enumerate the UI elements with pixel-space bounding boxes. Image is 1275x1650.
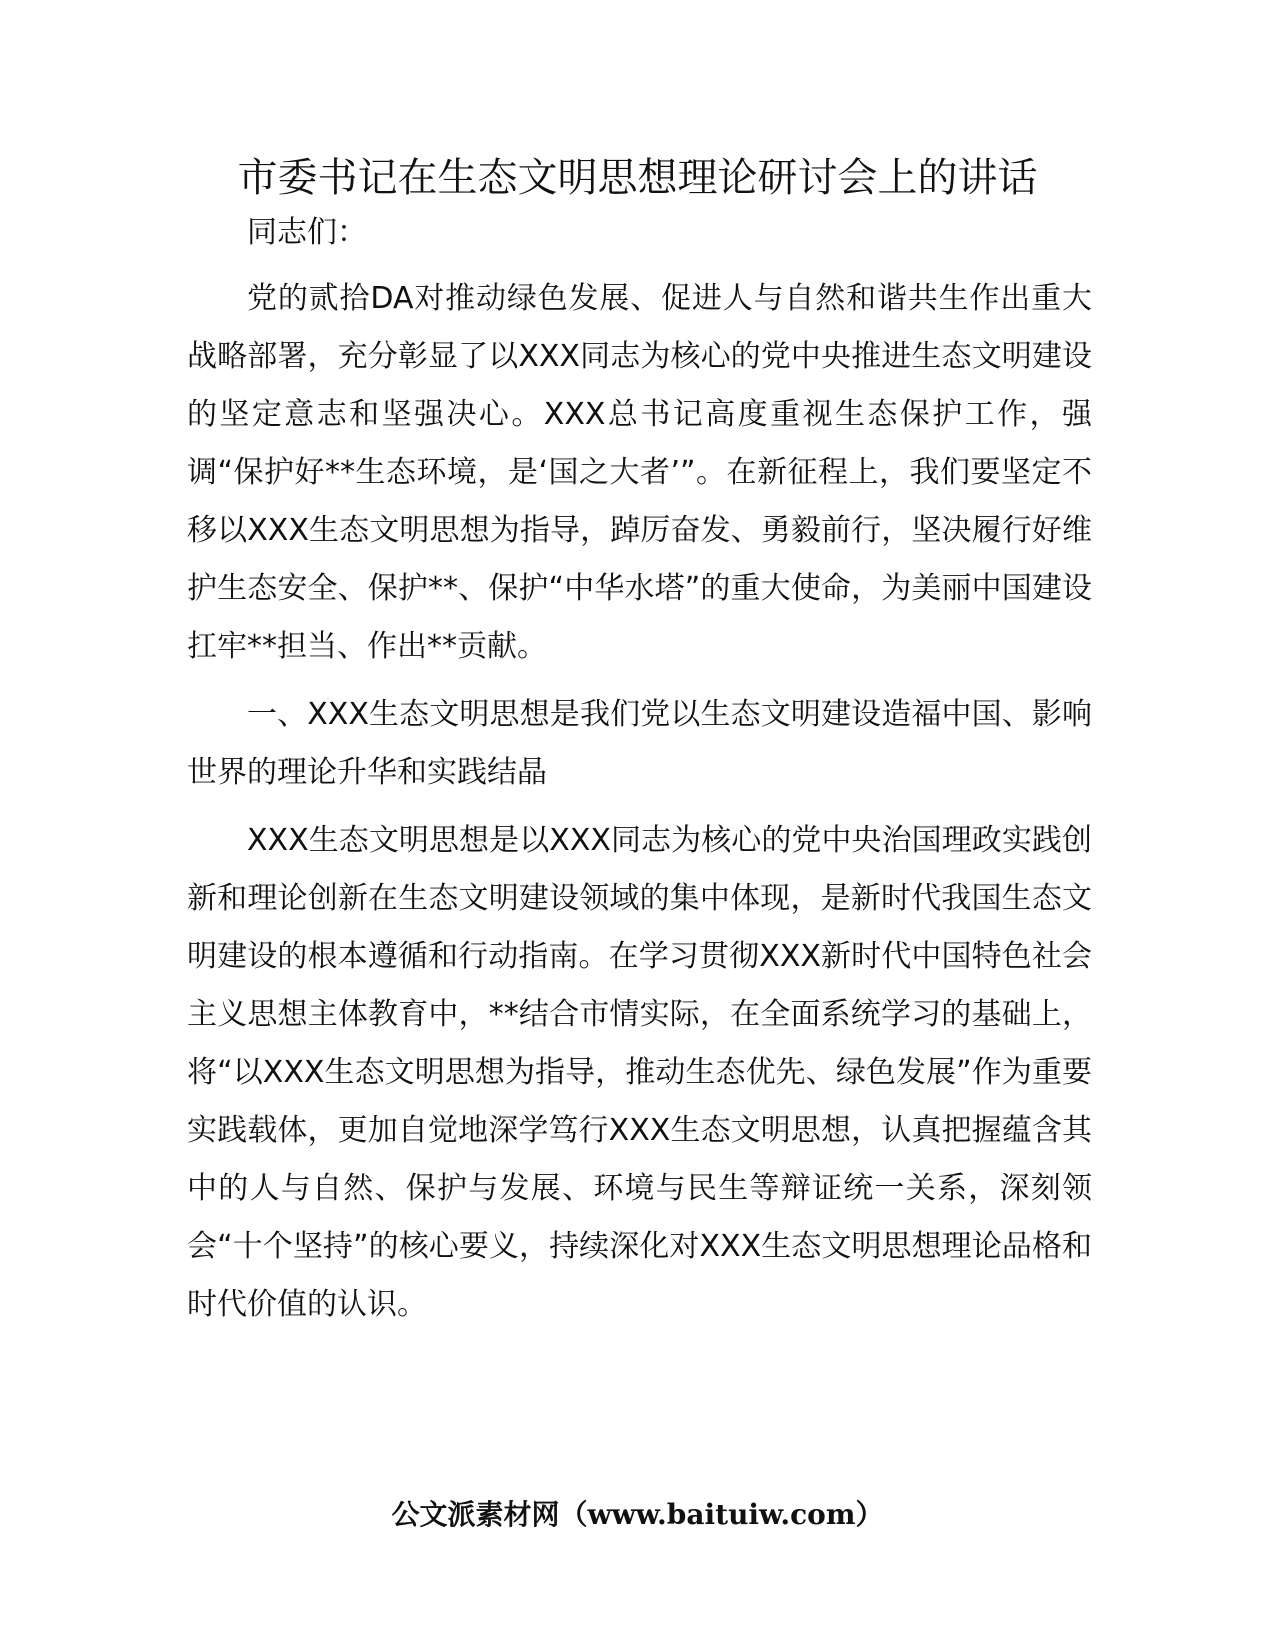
section-heading-one: 一、XXX生态文明思想是我们党以生态文明建设造福中国、影响世界的理论升华和实践结晶 bbox=[187, 697, 1092, 790]
document-title: 市委书记在生态文明思想理论研讨会上的讲话 bbox=[237, 155, 1038, 201]
document-body bbox=[187, 204, 1092, 1344]
footer-watermark-text: 公文派素材网（www.baituiw.com） bbox=[391, 1498, 884, 1531]
paragraph-intro: 党的贰拾DA对推动绿色发展、促进人与自然和谐共生作出重大战略部署，充分彰显了以XXX同志为核心的党中央推进生态文明建设的坚定意志和坚强决心。XXX总书记高度重视生态保护工作，强调“保护好**生态环境，是‘国之大者’”。在新征程上，我们要坚定不移以XXX生态文明思想为指导，踔厉奋发、勇毅前行，坚决履行好维护生态安全、保护**、保护“中华水塔”的重大使命，为美丽中国建设扛牢**担当、作出**贡献。 bbox=[187, 281, 1092, 664]
paragraph-section-one: XXX生态文明思想是以XXX同志为核心的党中央治国理政实践创新和理论创新在生态文明建设领域的集中体现，是新时代我国生态文明建设的根本遵循和行动指南。在学习贯彻XXX新时代中国特色社会主义思想主体教育中，**结合市情实际，在全面系统学习的基础上，将“以XXX生态文明思想为指导，推动生态优先、绿色发展”作为重要实践载体，更加自觉地深学笃行XXX生态文明思想，认真把握蕴含其中的人与自然、保护与发展、环境与民生等辩证统一关系，深刻领会“十个坚持”的核心要义，持续深化对XXX生态文明思想理论品格和时代价值的认识。 bbox=[187, 823, 1092, 1322]
salutation: 同志们： bbox=[247, 215, 367, 250]
